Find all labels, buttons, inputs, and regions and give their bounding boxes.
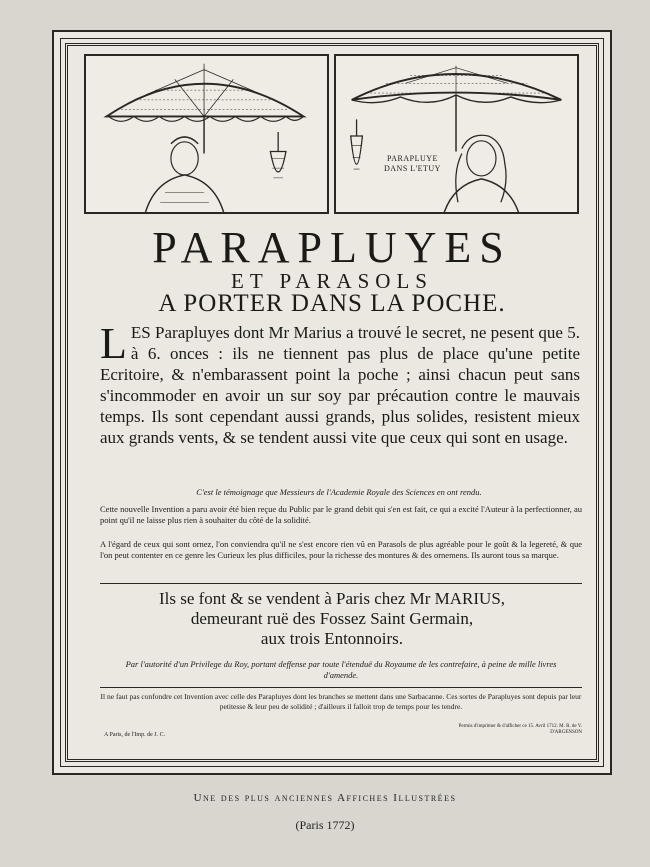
address-line-1: Ils se font & se vendent à Paris chez Mr MARIUS, — [158, 589, 506, 608]
woodcut-lady-with-parasol — [84, 54, 329, 214]
gentleman-umbrella-icon — [336, 56, 577, 212]
woodcut-caption — [384, 154, 441, 174]
poster-body — [100, 319, 580, 448]
body-paragraph: ES Parapluyes dont Mr Marius a trouvé le secret, ne pesent que 5. à 6. onces : ils ne tiennent pas plus de place qu'une petite Ecritoire, & n'embarassent point la poche ; ainsi chacun peut sans s'incommoder en avoir un sur soy par précaution contre le mauvais temps. Ils sont cependant aussi grands, plus solides, resistent mieux aux grands vents, & se tendent aussi vite que ceux qui sont en usage. — [100, 323, 580, 447]
academy-testimony: C'est le témoignage que Messieurs de l'Academie Royale des Sciences en ont rendu. — [196, 487, 482, 497]
lady-parasol-icon — [86, 56, 327, 212]
ornament-paragraph: A l'égard de ceux qui sont ornez, l'on conviendra qu'il ne s'est encore rien vû en Parasols de plus agréable pour le goût & la legereté, & que l'on peut contenter en ce genre les Curieux les plus difficiles, pour la richesse des montures & des ornemens. Ils auront tous sa marque. — [100, 539, 582, 560]
divider-bottom — [100, 687, 582, 688]
divider-top — [100, 583, 582, 584]
printer-mark: A Paris, de l'Imp. de J. C. — [104, 732, 166, 738]
address-line-3: aux trois Entonnoirs. — [260, 629, 404, 648]
figure-caption-year: (Paris 1772) — [295, 818, 355, 832]
invention-paragraph: Cette nouvelle Invention a paru avoir été bien reçue du Public par le grand debit qui s'en est fait, ce qui a excité l'Auteur à la perfectionner, au point qu'il ne laisse plus rien à souhaiter du côté de la solidité. — [100, 504, 582, 525]
figure-caption: Une des plus anciennes Affiches Illustrées — [193, 792, 457, 804]
woodcut-caption-line1: PARAPLUYE — [387, 154, 438, 163]
poster-title: PARAPLUYES — [152, 223, 512, 272]
poster-subtitle: ET PARASOLS — [231, 269, 433, 293]
address-line-2: demeurant ruë des Fossez Saint Germain, — [190, 609, 474, 628]
woodcut-caption-line2: DANS L'ETUY — [384, 164, 441, 173]
woodcut-gentleman-with-umbrella — [334, 54, 579, 214]
notice-text: Il ne faut pas confondre cet Invention avec celle des Parapluyes dont les branches se mettent dans une Sarbacanne. Ces sortes de Parapluyes sont depuis par leur petitesse & leur peu de solidité ; d'ailleurs il falloit trop de temps pour les tendre. — [100, 692, 582, 711]
drop-cap: L — [100, 319, 127, 368]
poster-tagline: A PORTER DANS LA POCHE. — [158, 290, 506, 317]
poster-sheet — [52, 30, 612, 775]
royal-privilege: Par l'autorité d'un Privilege du Roy, portant deffense par toute l'étenduë du Royaume de les contrefaire, à peine de mille livres d'amende. — [125, 659, 557, 680]
permission-note: Permis d'imprimer & d'afficher ce 15. Avril 1712. M. R. de V. D'ARGENSON — [458, 724, 582, 735]
